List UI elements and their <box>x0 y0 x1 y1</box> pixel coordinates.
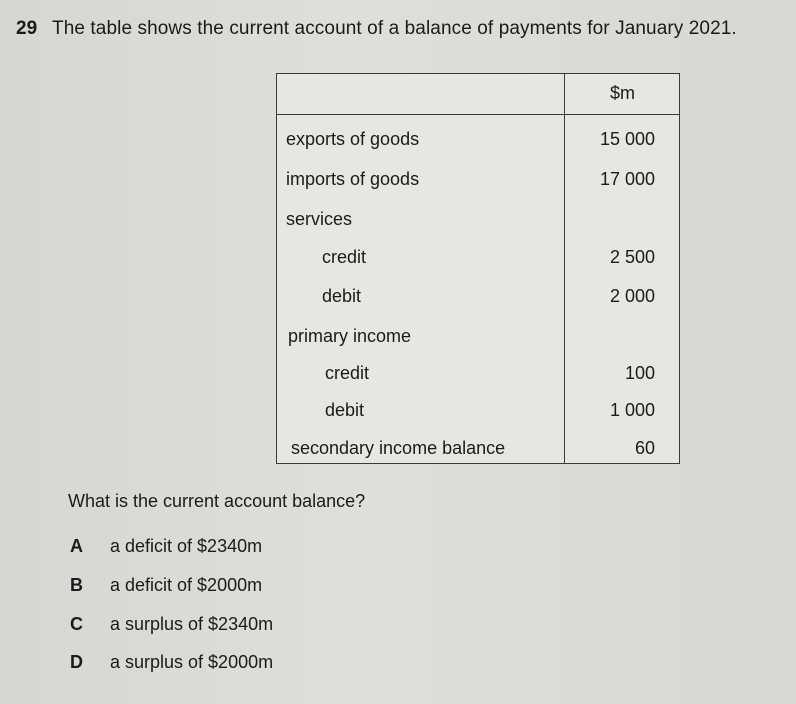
row-value: 60 <box>634 438 655 458</box>
row-label: credit <box>322 247 367 267</box>
header-divider <box>277 114 679 115</box>
option-c[interactable] <box>70 614 273 635</box>
row-label: credit <box>325 363 370 383</box>
table-row <box>277 363 681 389</box>
option-letter: A <box>70 536 83 556</box>
row-value: 17 000 <box>599 169 655 189</box>
question-stem: What is the current account balance? <box>68 491 366 511</box>
option-a[interactable] <box>70 536 262 557</box>
table-row <box>277 286 681 312</box>
table-row <box>277 247 681 273</box>
balance-of-payments-table <box>276 73 680 464</box>
row-label: exports of goods <box>286 129 420 149</box>
option-text: a surplus of $2000m <box>110 652 274 672</box>
row-label: services <box>286 209 353 229</box>
row-value: 100 <box>624 363 655 383</box>
question-text: The table shows the current account of a balance of payments for January 2021. <box>52 18 737 39</box>
option-d[interactable] <box>70 652 273 673</box>
option-letter: B <box>70 575 83 595</box>
table-row <box>277 438 681 464</box>
row-value: 15 000 <box>599 129 655 149</box>
option-text: a deficit of $2000m <box>110 575 263 595</box>
table-row <box>277 209 681 235</box>
unit-header: $m <box>609 83 635 103</box>
row-value: 2 000 <box>609 286 655 306</box>
option-letter: D <box>70 652 83 672</box>
row-label: primary income <box>288 326 412 346</box>
option-text: a deficit of $2340m <box>110 536 263 556</box>
row-value: 2 500 <box>609 247 655 267</box>
row-value: 1 000 <box>609 400 655 420</box>
table-row <box>277 129 681 155</box>
table-row <box>277 326 681 352</box>
row-label: imports of goods <box>286 169 420 189</box>
option-text: a surplus of $2340m <box>110 614 274 634</box>
question-number: 29 <box>16 18 38 39</box>
row-label: debit <box>325 400 365 420</box>
option-letter: C <box>70 614 83 634</box>
table-row <box>277 400 681 426</box>
option-b[interactable] <box>70 575 262 596</box>
row-label: debit <box>322 286 362 306</box>
row-label: secondary income balance <box>291 438 506 458</box>
table-row <box>277 169 681 195</box>
question-heading <box>16 18 737 40</box>
